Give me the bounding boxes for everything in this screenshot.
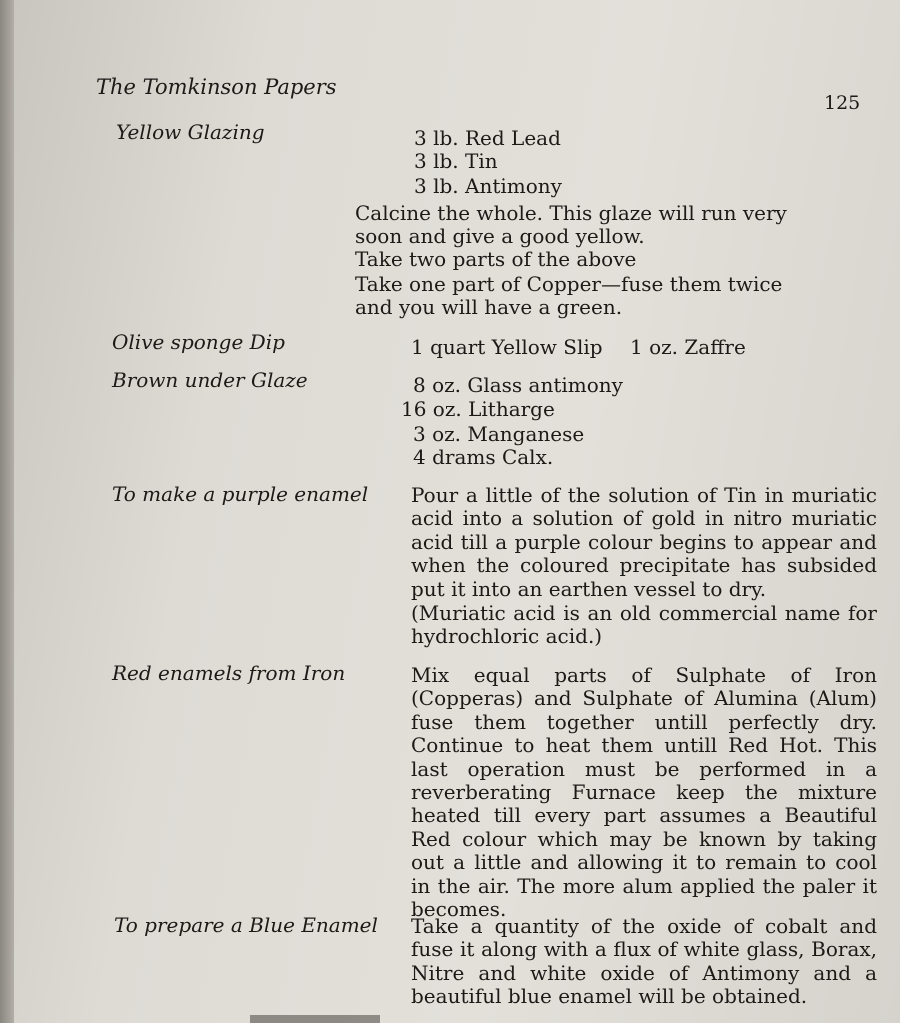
cut-off-text-fragment	[250, 1015, 380, 1023]
instruction-line: Calcine the whole. This glaze will run very	[355, 201, 787, 225]
ingredient-line: 16 oz. Litharge	[401, 397, 555, 421]
entry-label-purple-enamel: To make a purple enamel	[112, 482, 369, 506]
ingredient-line: 8 oz. Glass antimony	[413, 373, 623, 397]
instruction-line: soon and give a good yellow.	[355, 224, 645, 248]
ingredient-line: 3 lb. Red Lead	[414, 126, 561, 150]
purple-enamel-note: (Muriatic acid is an old commercial name for hydrochloric acid.)	[411, 601, 877, 649]
entry-label-brown-under-glaze: Brown under Glaze	[112, 368, 308, 392]
ingredient-line: 3 lb. Antimony	[414, 174, 562, 198]
entry-label-yellow-glazing: Yellow Glazing	[116, 120, 265, 144]
entry-label-olive-sponge-dip: Olive sponge Dip	[112, 330, 285, 354]
entry-label-red-enamels: Red enamels from Iron	[112, 661, 346, 685]
book-gutter	[0, 0, 14, 1023]
page-number: 125	[824, 92, 861, 114]
instruction-line: Take one part of Copper—fuse them twice	[355, 272, 783, 296]
ingredient-line: 1 quart Yellow Slip	[411, 335, 603, 359]
ingredient-line: 1 oz. Zaffre	[630, 335, 746, 359]
instruction-line: and you will have a green.	[355, 295, 623, 319]
entry-label-blue-enamel: To prepare a Blue Enamel	[114, 913, 378, 937]
instruction-line: Take two parts of the above	[355, 247, 637, 271]
running-head: The Tomkinson Papers	[96, 75, 337, 99]
ingredient-line: 3 oz. Manganese	[413, 422, 585, 446]
red-enamels-text: Mix equal parts of Sulphate of Iron (Copperas) and Sulphate of Alumina (Alum) fuse them together untill perfectly dry. Continue to heat them untill Red Hot. This last operation must be performed in a reverberating Furnace keep the mixture heated till every part assumes a Beautiful Red colour which may be known by taking out a little and allowing it to remain to cool in the air. The more alum applied the paler it becomes.	[411, 663, 877, 922]
ingredient-line: 4 drams Calx.	[413, 445, 554, 469]
purple-enamel-text: Pour a little of the solution of Tin in muriatic acid into a solution of gold in nitro muriatic acid till a purple colour begins to appear and when the coloured precipitate has subsided put it into an earthen vessel to dry.	[411, 483, 877, 601]
ingredient-line: 3 lb. Tin	[414, 149, 498, 173]
blue-enamel-text: Take a quantity of the oxide of cobalt and fuse it along with a flux of white glass, Borax, Nitre and white oxide of Antimony and a beautiful blue enamel will be obtained.	[411, 914, 877, 1009]
